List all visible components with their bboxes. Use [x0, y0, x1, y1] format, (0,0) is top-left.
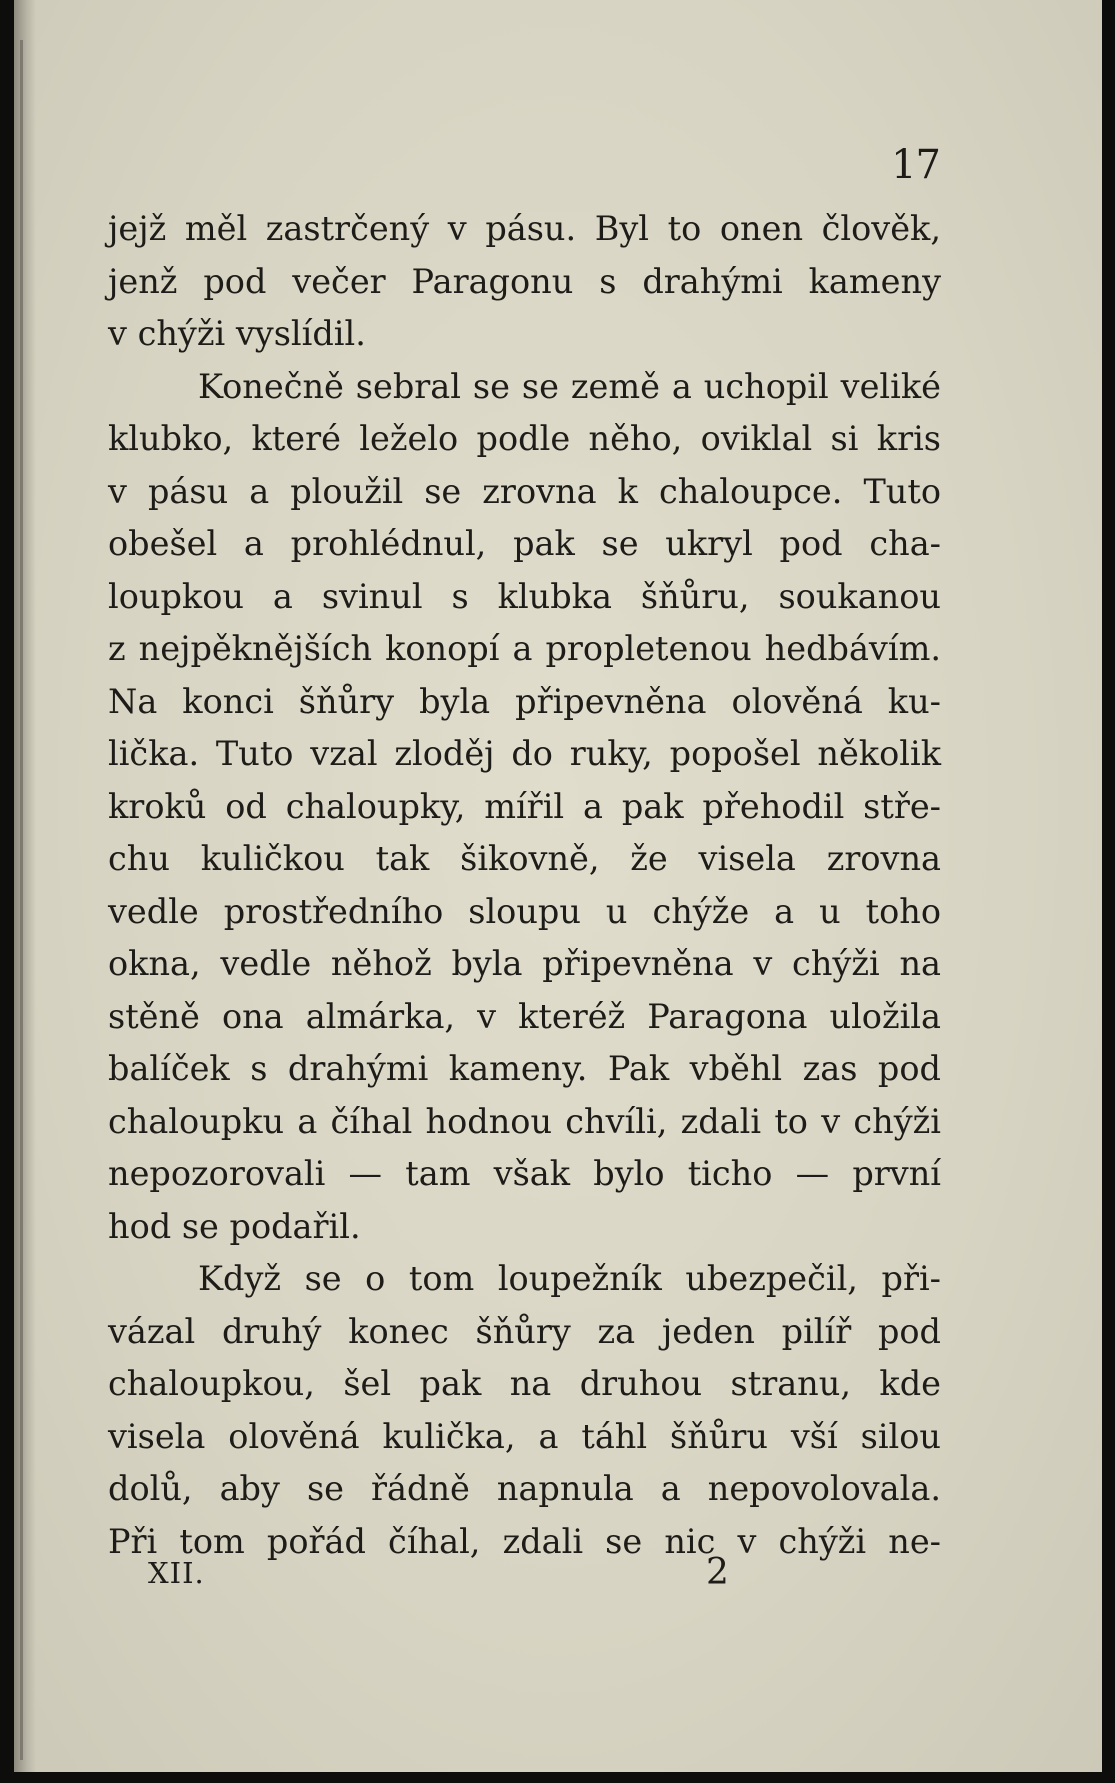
signature-mark: XII.	[148, 1556, 205, 1590]
text-line: lička. Tuto vzal zloděj do ruky, popošel několik	[108, 734, 941, 773]
page-number: 17	[891, 142, 940, 188]
text-line: kroků od chaloupky, mířil a pak přehodil stře-	[108, 786, 941, 826]
gutter-edge-line	[20, 40, 23, 1760]
body-text	[108, 203, 941, 1568]
text-line: chaloupkou, šel pak na druhou stranu, kde	[108, 1364, 941, 1403]
text-line: dolů, aby se řádně napnula a nepovolovala.	[108, 1469, 941, 1508]
text-line: loupkou a svinul s klubka šňůru, soukanou	[108, 576, 941, 616]
text-line: nepozorovali — tam však bylo ticho — první	[108, 1154, 941, 1193]
text-line: chaloupku a číhal hodnou chvíli, zdali to v chýži	[108, 1101, 941, 1141]
text-line: Když se o tom loupežník ubezpečil, při-	[198, 1259, 941, 1298]
text-line: jejž měl zastrčený v pásu. Byl to onen člověk,	[108, 209, 941, 248]
page-gutter-shadow	[14, 0, 36, 1772]
text-line: Konečně sebral se se země a uchopil veliké	[198, 366, 941, 406]
text-line: vázal druhý konec šňůry za jeden pilíř pod	[108, 1311, 941, 1351]
text-line: balíček s drahými kameny. Pak vběhl zas pod	[108, 1049, 941, 1088]
text-line: obešel a prohlédnul, pak se ukryl pod cha-	[108, 524, 941, 563]
text-line: Na konci šňůry byla připevněna olověná ku-	[108, 681, 941, 721]
text-line: chu kuličkou tak šikovně, že visela zrovna	[108, 839, 941, 878]
text-line: jenž pod večer Paragonu s drahými kameny	[108, 261, 941, 301]
text-line: visela olověná kulička, a táhl šňůru vší silou	[108, 1416, 941, 1456]
text-line: vedle prostředního sloupu u chýže a u toho	[108, 891, 941, 931]
text-line: okna, vedle něhož byla připevněna v chýži na	[108, 944, 941, 983]
text-line: Při tom pořád číhal, zdali se nic v chýži ne-	[108, 1521, 941, 1561]
text-line: hod se podařil.	[108, 1206, 361, 1246]
text-line: stěně ona almárka, v kteréž Paragona uložila	[108, 996, 941, 1036]
text-line: v pásu a ploužil se zrovna k chaloupce. Tuto	[108, 471, 941, 511]
text-line: z nejpěknějších konopí a propletenou hedbávím.	[108, 629, 941, 668]
text-line: v chýži vyslídil.	[108, 314, 366, 353]
text-line: klubko, které leželo podle něho, oviklal si kris	[108, 419, 941, 458]
sheet-number: 2	[706, 1552, 729, 1593]
